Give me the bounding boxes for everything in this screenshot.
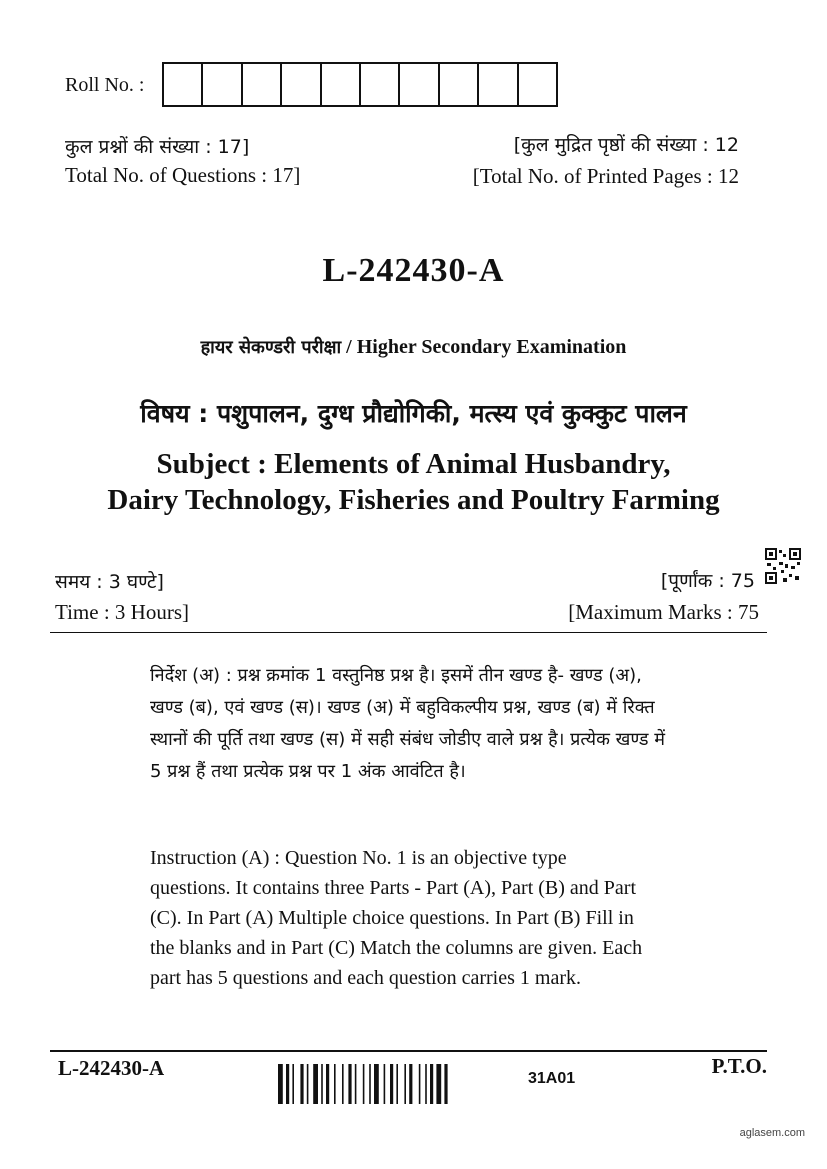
paper-code: L-242430-A <box>322 252 505 289</box>
time-hindi: समय : 3 घण्टे] <box>55 571 164 593</box>
exam-name-separator: / <box>341 336 357 358</box>
roll-number-cell[interactable] <box>479 64 518 105</box>
max-marks-hindi: [पूर्णांक : 75 <box>660 570 755 592</box>
roll-number-cell[interactable] <box>164 64 203 105</box>
exam-name-hindi: हायर सेकण्डरी परीक्षा <box>200 337 342 358</box>
instruction-english: Instruction (A) : Question No. 1 is an objective type questions. It contains three Parts - Part (A), Part (B) and Part (C). In Part (A) Multiple choice questions. In Part (B) Fill in the blanks and in Part (C) Match the columns are given. Each part has 5 questions and each question carries 1 mark. <box>150 847 643 989</box>
divider <box>50 632 767 633</box>
exam-name-english: Higher Secondary Examination <box>356 336 627 358</box>
roll-number-cell[interactable] <box>243 64 282 105</box>
instruction-hindi: निर्देश (अ) : प्रश्न क्रमांक 1 वस्तुनिष्ठ प्रश्न है। इसमें तीन खण्ड है- खण्ड (अ), खण्ड (ब), एवं खण्ड (स)। खण्ड (अ) में बहुविकल्पीय प्रश्न, खण्ड (ब) में रिक्त स्थानों की पूर्ति तथा खण्ड (स) में सही संबंध जोडीए वाले प्रश्न है। प्रत्येक खण्ड में 5 प्रश्न हैं तथा प्रत्येक प्रश्न पर 1 अंक आवंटित है। <box>150 665 666 782</box>
exam-name <box>0 335 827 359</box>
roll-number-cell[interactable] <box>282 64 321 105</box>
footer-paper-code: L-242430-A <box>58 1056 165 1080</box>
total-questions-english: Total No. of Questions : 17] <box>65 163 301 187</box>
barcode-icon <box>278 1064 500 1104</box>
roll-number-cell[interactable] <box>361 64 400 105</box>
total-questions-hindi: कुल प्रश्नों की संख्या : 17] <box>65 136 250 158</box>
pto-label: P.T.O. <box>711 1054 767 1078</box>
subject-hindi: विषय : पशुपालन, दुग्ध प्रौद्योगिकी, मत्स्य एवं कुक्कुट पालन <box>140 399 687 428</box>
total-pages-english: [Total No. of Printed Pages : 12 <box>472 164 739 188</box>
time-english: Time : 3 Hours] <box>55 600 189 624</box>
roll-number-cell[interactable] <box>203 64 242 105</box>
roll-number-cell[interactable] <box>400 64 439 105</box>
max-marks-english: [Maximum Marks : 75 <box>568 600 759 624</box>
roll-number-cell[interactable] <box>322 64 361 105</box>
roll-number-cell[interactable] <box>519 64 556 105</box>
roll-number-cell[interactable] <box>440 64 479 105</box>
footer-divider <box>50 1050 767 1052</box>
barcode-number: 31A01 <box>528 1070 576 1087</box>
watermark-site: aglasem.com <box>739 1127 805 1139</box>
roll-number-boxes[interactable] <box>162 62 558 107</box>
qr-code-icon <box>765 548 801 584</box>
total-pages-hindi: [कुल मुद्रित पृष्ठों की संख्या : 12 <box>513 134 739 156</box>
subject-english-line2: Dairy Technology, Fisheries and Poultry Farming <box>107 484 720 516</box>
subject-english-line1: Subject : Elements of Animal Husbandry, <box>156 448 671 480</box>
roll-number-label: Roll No. : <box>65 74 145 96</box>
